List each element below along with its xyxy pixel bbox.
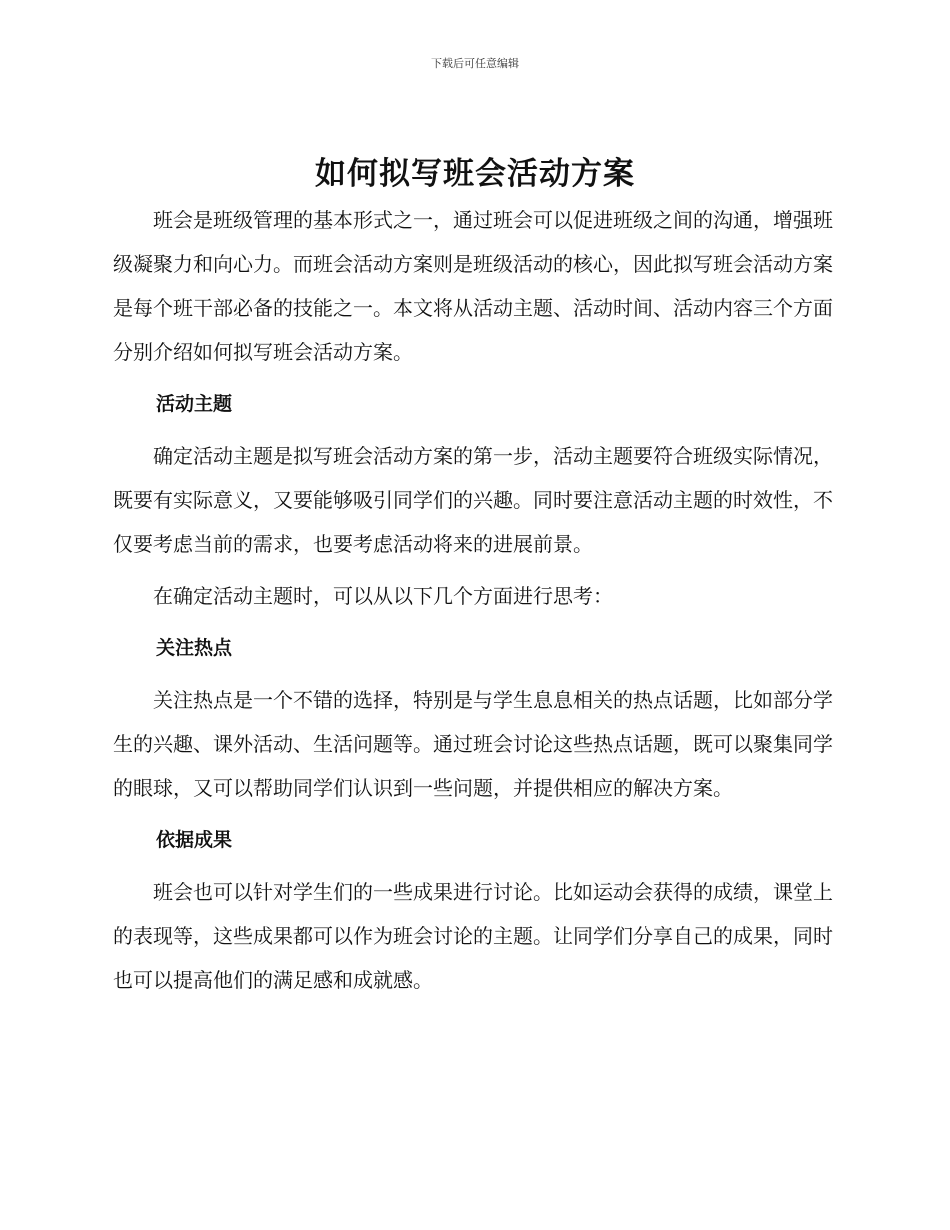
section-heading-theme: 活动主题: [156, 393, 233, 415]
results-paragraph: 班会也可以针对学生们的一些成果进行讨论。比如运动会获得的成绩，课堂上的表现等，这些成果都可以作为班会讨论的主题。让同学们分享自己的成果，同时也可以提高他们的满足感和成就感。: [113, 880, 833, 992]
section-heading-hotspot: 关注热点: [156, 637, 233, 659]
spacer: [113, 566, 833, 574]
spacer: [113, 618, 833, 626]
spacer: [113, 670, 833, 678]
theme-thinking-paragraph: 在确定活动主题时，可以从以下几个方面进行思考：: [153, 584, 613, 608]
spacer: [113, 810, 833, 818]
spacer: [113, 426, 833, 434]
document-title: 如何拟写班会活动方案: [315, 156, 635, 192]
header-note: 下载后可任意编辑: [431, 57, 519, 70]
intro-paragraph: 班会是班级管理的基本形式之一，通过班会可以促进班级之间的沟通，增强班级凝聚力和向心力。而班会活动方案则是班级活动的核心，因此拟写班会活动方案是每个班干部必备的技能之一。本文将从活动主题、活动时间、活动内容三个方面分别介绍如何拟写班会活动方案。: [113, 208, 833, 364]
document-body: [113, 198, 833, 1002]
theme-paragraph: 确定活动主题是拟写班会活动方案的第一步，活动主题要符合班级实际情况，既要有实际意义，又要能够吸引同学们的兴趣。同时要注意活动主题的时效性，不仅要考虑当前的需求，也要考虑活动将来的进展前景。: [113, 444, 833, 556]
hotspot-paragraph: 关注热点是一个不错的选择，特别是与学生息息相关的热点话题，比如部分学生的兴趣、课外活动、生活问题等。通过班会讨论这些热点话题，既可以聚集同学的眼球，又可以帮助同学们认识到一些问题，并提供相应的解决方案。: [113, 688, 833, 800]
section-heading-results: 依据成果: [156, 829, 233, 851]
spacer: [113, 862, 833, 870]
spacer: [113, 374, 833, 382]
